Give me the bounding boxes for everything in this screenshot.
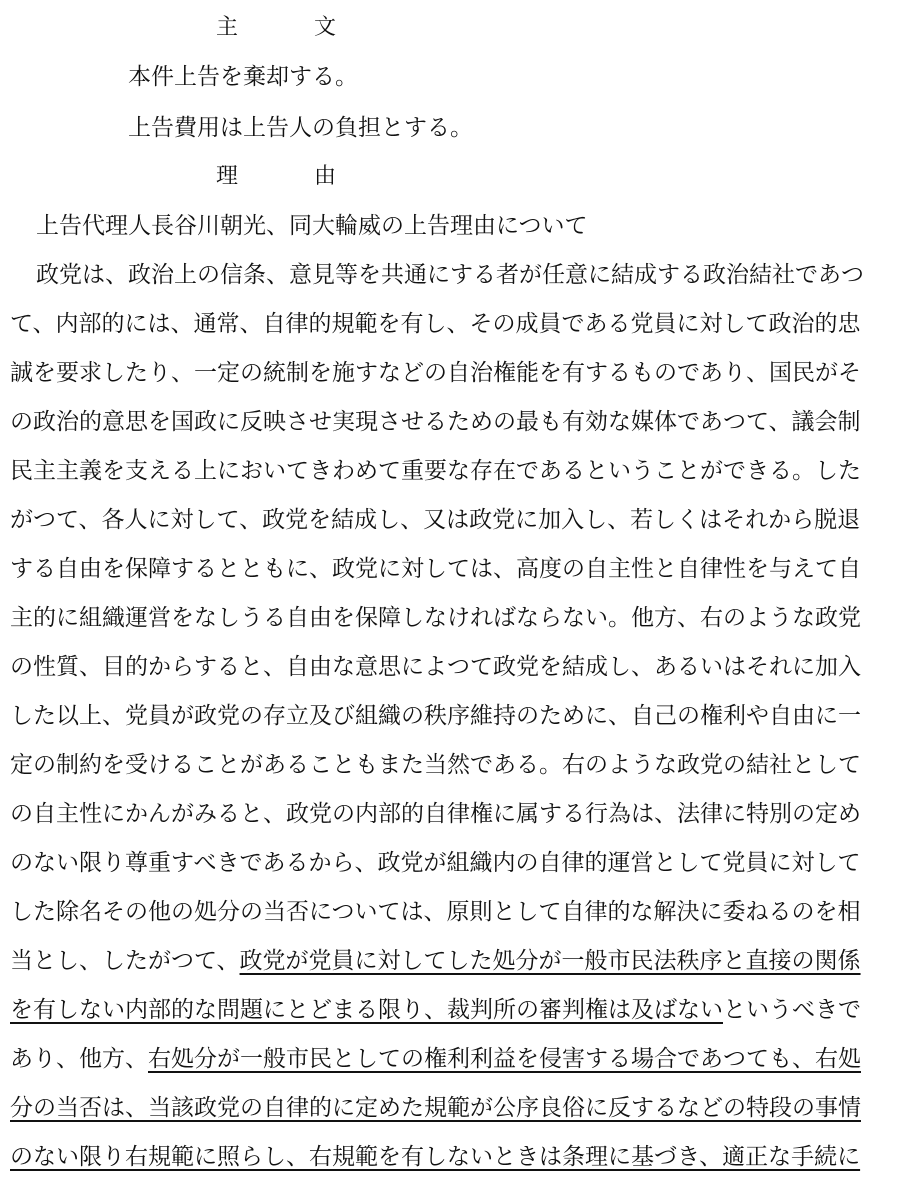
body-line-17-underlined: 右処分が一般市民としての権利利益を侵害する場合であつても、右処	[148, 1046, 861, 1072]
body-line-02: て、内部的には、通常、自律的規範を有し、その成員である党員に対して政治的忠	[10, 311, 861, 337]
body-line-08: 主的に組織運営をなしうる自由を保障しなければならない。他方、右のような政党	[10, 605, 861, 631]
body-line-17	[10, 1046, 861, 1072]
heading-main-text-char1: 主	[216, 15, 239, 40]
body-line-10: した以上、党員が政党の存立及び組織の秩序維持のために、自己の権利や自由に一	[10, 703, 861, 729]
body-line-05: 民主主義を支える上においてきわめて重要な存在であるということができる。した	[10, 458, 861, 484]
body-line-16	[10, 997, 861, 1023]
body-line-03: 誠を要求したり、一定の統制を施すなどの自治権能を有するものであり、国民がそ	[10, 360, 861, 386]
body-line-15	[10, 948, 861, 974]
judgment-line-2: 上告費用は上告人の負担とする。	[128, 115, 473, 141]
body-line-06: がつて、各人に対して、政党を結成し、又は政党に加入し、若しくはそれから脱退	[10, 507, 861, 533]
reason-intro: 上告代理人長谷川朝光、同大輪威の上告理由について	[36, 213, 588, 239]
body-line-13: のない限り尊重すべきであるから、政党が組織内の自律的運営として党員に対して	[10, 850, 861, 876]
heading-reason-char1: 理	[216, 164, 239, 189]
body-line-01: 政党は、政治上の信条、意見等を共通にする者が任意に結成する政治結社であつ	[36, 262, 864, 288]
heading-main-text-char2: 文	[314, 15, 337, 40]
body-line-17-plain: あり、他方、	[10, 1046, 148, 1072]
judgment-line-1: 本件上告を棄却する。	[128, 64, 358, 90]
body-line-16-plain: というべきで	[723, 997, 861, 1023]
body-line-11: 定の制約を受けることがあることもまた当然である。右のような政党の結社として	[10, 752, 861, 778]
body-line-19	[10, 1144, 861, 1170]
body-line-19-underlined: のない限り右規範に照らし、右規範を有しないときは条理に基づき、適正な手続に	[10, 1144, 861, 1170]
body-line-15-underlined: 政党が党員に対してした処分が一般市民法秩序と直接の関係	[239, 948, 861, 974]
heading-reason-char2: 由	[314, 164, 337, 189]
body-line-16-underlined: を有しない内部的な問題にとどまる限り、裁判所の審判権は及ばない	[10, 997, 723, 1023]
body-line-15-plain: 当とし、したがつて、	[10, 948, 240, 974]
body-line-09: の性質、目的からすると、自由な意思によつて政党を結成し、あるいはそれに加入	[10, 654, 861, 680]
body-line-07: する自由を保障するとともに、政党に対しては、高度の自主性と自律性を与えて自	[10, 556, 861, 582]
body-line-12: の自主性にかんがみると、政党の内部的自律権に属する行為は、法律に特別の定め	[10, 801, 861, 827]
body-line-14: した除名その他の処分の当否については、原則として自律的な解決に委ねるのを相	[10, 899, 861, 925]
body-line-18	[10, 1095, 861, 1121]
body-line-04: の政治的意思を国政に反映させ実現させるための最も有効な媒体であつて、議会制	[10, 409, 861, 435]
body-line-18-underlined: 分の当否は、当該政党の自律的に定めた規範が公序良俗に反するなどの特段の事情	[10, 1095, 861, 1121]
